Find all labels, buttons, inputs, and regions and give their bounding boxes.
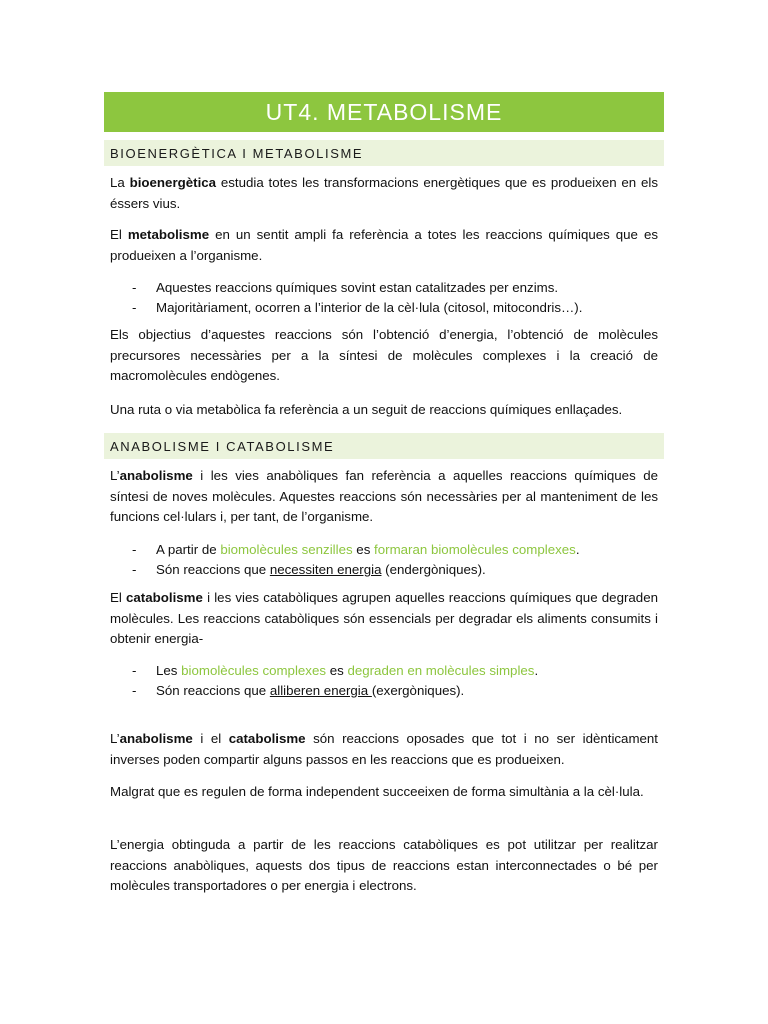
section-heading-bioenergetica: BIOENERGÈTICA I METABOLISME (104, 140, 664, 166)
paragraph-objectius: Els objectius d’aquestes reaccions són l’obtenció d’energia, l’obtenció de molècules precursores necessàries per a la síntesi de molècules complexes i la creació de macromolècules endògenes. (110, 327, 658, 383)
paragraph-bioenergetica: La bioenergètica estudia totes les transformacions energètiques que es produeixen en els éssers vius. (110, 175, 658, 211)
paragraph-ruta-metabolica: Una ruta o via metabòlica fa referència a un seguit de reaccions químiques enllaçades. (110, 402, 623, 417)
paragraph-metabolisme: El metabolisme en un sentit ampli fa referència a totes les reaccions químiques que es produeixen a l’organisme. (110, 227, 658, 263)
paragraph-regulacio: Malgrat que es regulen de forma independent succeeixen de forma simultània a la cèl·lula. (110, 784, 644, 799)
section-heading-anabolisme: ANABOLISME I CATABOLISME (104, 433, 664, 459)
document-page: UT4. METABOLISME BIOENERGÈTICA I METABOLISME La bioenergètica estudia totes les transformacions energètiques que es produeixen en els éssers vius. El metabolisme en un sentit ampli fa referència a totes les reaccions químiques que es produeixen a l’organisme. - Aquestes reaccions químiques sovint estan catalitzades per enzims. - Majoritàriament, ocorren a l’interior de la cèl·lula (citosol, mitocondris…). Els objectius d’aquestes reaccions són l’obtenció d’energia, l’obtenció de molècules precursores necessàries per a la síntesi de molècules complexes i la creació de macromolècules endògenes. Una ruta o via metabòlica fa referència a un seguit de reaccions químiques enllaçades. ANABOLISME I CATABOLISME L’anabolisme i les vies anabòliques fan referència a aquelles reaccions químiques de síntesi de noves molècules. Aquestes reaccions són necessàries per al manteniment de les funcions cel·lulars i, per tant, de l’organisme. - A partir de biomolècules senzilles es formaran biomolècules complexes. - Són reaccions que necessiten energia (endergòniques). El catabolisme i les vies catabòliques agrupen aquelles reaccions químiques que degraden molècules. Les reaccions catabòliques són essencials per degradar els aliments consumits i obtenir energia- - Les biomolècules complexes es degraden en molècules simples. - Són reaccions que alliberen energia (exergòniques). L’anabolisme i el catabolisme són reaccions oposades que tot i no ser idènticament inverses poden compartir alguns passos en les reaccions que es produeixen. Malgrat que es regulen de forma independent succeeixen de forma simultània a la cèl·lula. L’energia obtinguda a partir de les reaccions catabòliques es pot utilitzar per realitzar reaccions anabòliques, aquests dos tipus de reaccions estan interconnectades o bé per molècules transportadores o per energia i electrons. (0, 0, 768, 1024)
paragraph-energia: L’energia obtinguda a partir de les reaccions catabòliques es pot utilitzar per realitzar reaccions anabòliques, aquests dos tipus de reaccions estan interconnectades o bé per molècules transportadores o per energia i electrons. (110, 837, 658, 893)
paragraph-catabolisme: El catabolisme i les vies catabòliques agrupen aquelles reaccions químiques que degraden molècules. Les reaccions catabòliques són essencials per degradar els aliments consumits i obtenir energia- (110, 590, 658, 646)
paragraph-anabolisme-catabolisme: L’anabolisme i el catabolisme són reaccions oposades que tot i no ser idènticament inverses poden compartir alguns passos en les reaccions que es produeixen. (110, 731, 659, 767)
paragraph-anabolisme: L’anabolisme i les vies anabòliques fan referència a aquelles reaccions químiques de síntesi de noves molècules. Aquestes reaccions són necessàries per al manteniment de les funcions cel·lulars i, per tant, de l’organisme. (110, 468, 658, 524)
page-title: UT4. METABOLISME (104, 92, 664, 132)
